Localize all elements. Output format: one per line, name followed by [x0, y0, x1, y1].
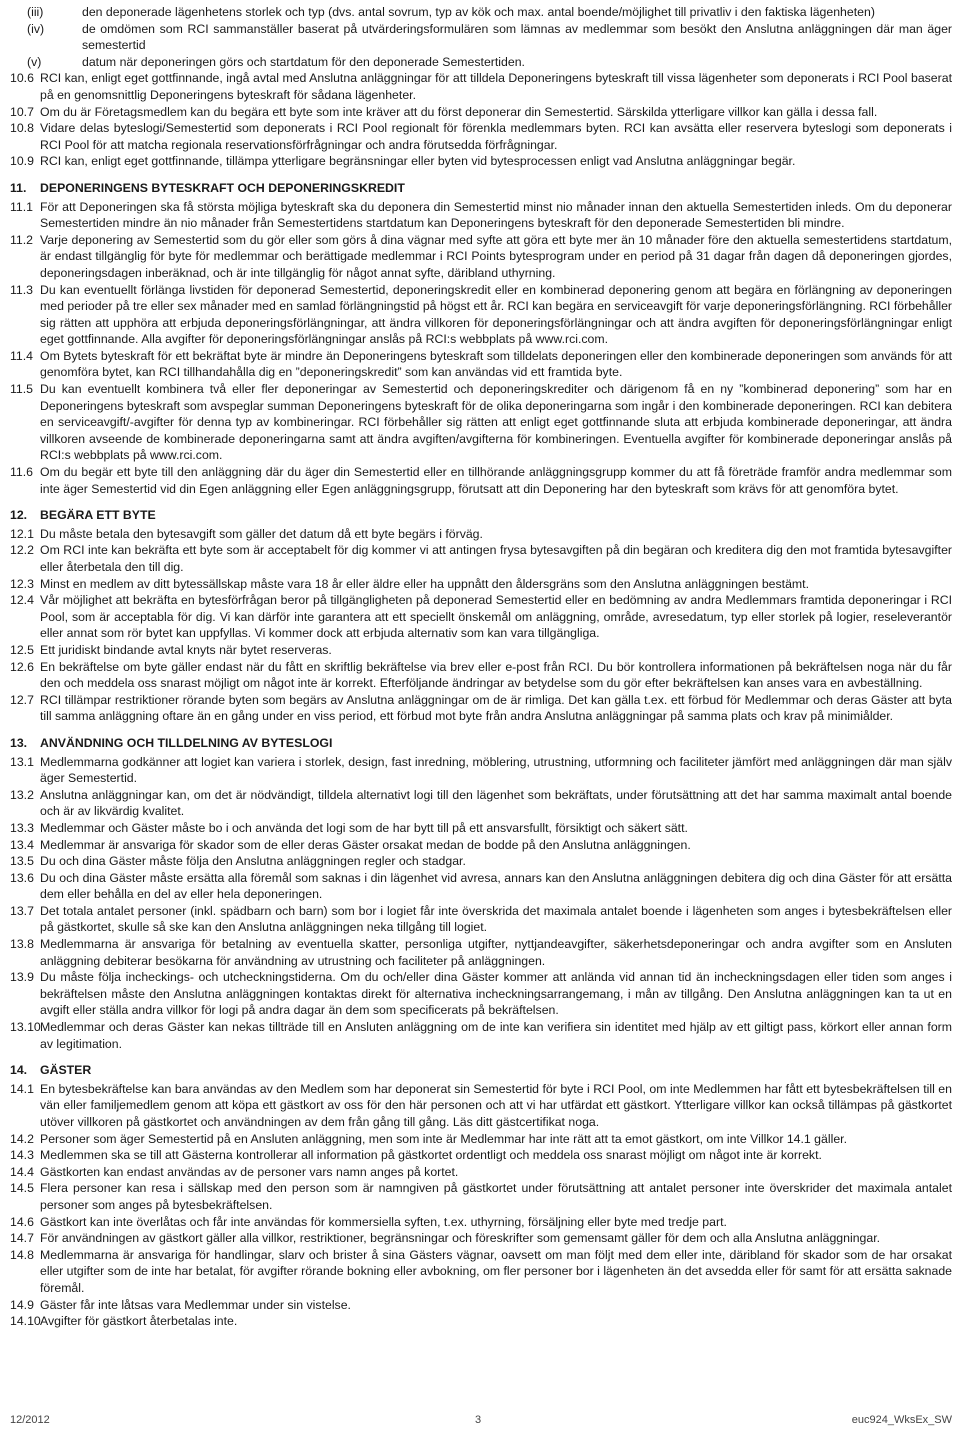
- clause-text: Du måste följa incheckings- och utcheckningstiderna. Om du och/eller dina Gäster kommer att anlända vid annan tid än incheckningsdagen eller tiden som anges i bekräftelsen måste den Anslutna anläggningen kontaktas direkt för alternativa incheckningsarrangemang, i mån av tillgång. Den Anslutna anläggningen kan ta ut en avgift eller ställa andra villkor för logi på andra dagar än dem som specificerats på bekräftelsen.: [40, 970, 952, 1018]
- section-title: ANVÄNDNING OCH TILLDELNING AV BYTESLOGI: [40, 735, 333, 750]
- clause: [10, 464, 952, 497]
- footer-doc-code: euc924_WksEx_SW: [851, 1414, 952, 1426]
- clause-number: 13.3: [10, 820, 34, 835]
- clause-text: Medlemmarna är ansvariga för betalning av eventuella skatter, personliga utgifter, nyttjandeavgifter, säkerhetsdeponeringar och andra avgifter som en Ansluten anläggning debiterar besökarna för användning av utrustning och faciliteter på anläggningen.: [40, 937, 952, 968]
- clause-text: Medlemmar är ansvariga för skador som de eller deras Gäster orsakat medan de bodde på den Anslutna anläggningen.: [40, 837, 691, 852]
- clause-number: 14.2: [10, 1131, 34, 1146]
- clause-text: Vidare delas byteslogi/Semestertid som deponerats i RCI Pool regionalt för förenkla medlemmars byten. RCI kan avsätta eller reservera byteslogi som deponerats i RCI Pool för att matcha regionala reservationsförfrågningar och andra förutsedda förfrågningar.: [40, 121, 952, 152]
- clause: [10, 642, 952, 659]
- clause-number: 11.1: [10, 199, 34, 214]
- clause-number: 14.1: [10, 1081, 34, 1096]
- section-number: 11.: [10, 180, 27, 195]
- clause: [10, 381, 952, 464]
- clause-number: 14.9: [10, 1297, 34, 1312]
- clause: [10, 1180, 952, 1213]
- sections: [10, 180, 952, 1330]
- clause-number: 12.7: [10, 692, 34, 707]
- clause-number: 10.9: [10, 154, 34, 169]
- clause-number: 14.3: [10, 1148, 34, 1163]
- clause-number: 12.4: [10, 593, 34, 608]
- clause-text: Om du begär ett byte till den anläggning där du äger din Semestertid eller en tillhörande anläggningsgrupp kommer du att få företräde framför andra medlemmar som inte äger Semestertid vid din Egen anläggning eller Egen anläggningsgrupp, förutsatt att din Deponering har den byteskraft som krävs för att genomföra bytet.: [40, 465, 952, 496]
- section-title: DEPONERINGENS BYTESKRAFT OCH DEPONERINGSKREDIT: [40, 180, 405, 195]
- clause-number: 11.5: [10, 382, 34, 397]
- clause-number: (v): [27, 54, 42, 69]
- clause-text: Du måste betala den bytesavgift som gäller det datum då ett byte begärs i förväg.: [40, 526, 483, 541]
- clause-text: datum när deponeringen görs och startdatum för den deponerade Semestertiden.: [82, 54, 525, 69]
- clause-text: Gästkorten kan endast användas av de personer vars namn anges på kortet.: [40, 1164, 459, 1179]
- clause-text: Minst en medlem av ditt bytessällskap måste vara 18 år eller äldre eller ha uppnått den åldersgräns som den Anslutna anläggningen bestämt.: [40, 576, 809, 591]
- clause-number: 13.5: [10, 854, 34, 869]
- clause-text: Du kan eventuellt kombinera två eller fler deponeringar av Semestertid och deponeringskrediter och därigenom få en ny ”kombinerad deponering” som har en Deponeringens byteskraft som avspeglar summan Deponeringens byteskraft för de olika deponeringarna som ingår i den kombinerade deponeringen. RCI kan debitera en serviceavgift/-avgifter för denna typ av kombineringar. RCI förbehåller sig rätten att enligt eget gottfinnande sluta att erbjuda kombinerade deponeringar, att ändra villkoren avseende de kombinerade deponeringarna samt att ändra avgiften/avgifterna för kombineringen. Eventuella avgifter för kombinerade deponeringar anslås på RCI:s webbplats på www.rci.com.: [40, 382, 952, 463]
- clause-text: RCI kan, enligt eget gottfinnande, tillämpa ytterligare begränsningar eller byten vid bytesprocessen enligt vad Anslutna anläggningar begär.: [40, 154, 796, 169]
- clause: [10, 787, 952, 820]
- clause: [10, 1164, 952, 1181]
- clause: [10, 1214, 952, 1231]
- clause-text: den deponerade lägenhetens storlek och typ (dvs. antal sovrum, typ av kök och max. antal boende/möjlighet till privatliv i den faktiska lägenheten): [82, 5, 875, 19]
- clause: [10, 576, 952, 593]
- clause-number: 13.2: [10, 787, 34, 802]
- clause-text: Varje deponering av Semestertid som du gör eller som görs å dina vägnar med syfte att göra ett byte mer än 10 månader före den aktuella semestertidens startdatum, är endast tillgänglig för byte för medlemmar och berättigade medlemmar i RCI Points bytesprogram under en period på 31 dagar från dagen då deponeringen gjordes, deponeringsdagen inberäknad, och är inte tillgänglig för något annat syfte, däribland uthyrning.: [40, 232, 952, 280]
- clause: [10, 1019, 952, 1052]
- clause: [10, 1081, 952, 1131]
- footer-date: 12/2012: [10, 1414, 50, 1426]
- clause-number: 13.7: [10, 903, 34, 918]
- section-number: 14.: [10, 1063, 28, 1078]
- clause-number: 11.3: [10, 282, 34, 297]
- clause: [10, 153, 952, 170]
- clause-text: För att Deponeringen ska få största möjliga byteskraft ska du deponera din Semestertid minst nio månader innan den aktuella Semestertiden inleds. Om du deponerar Semestertiden mindre än nio månader från Semestertidens startdatum kan Deponeringens byteskraft för den deponerade Semestertiden bli mindre.: [40, 199, 952, 231]
- clause-number: 14.5: [10, 1181, 34, 1196]
- clause: [10, 837, 952, 854]
- clause-number: 10.8: [10, 121, 34, 136]
- section-number: 13.: [10, 735, 28, 750]
- list-item: [10, 54, 952, 71]
- clause-number: 10.6: [10, 71, 34, 86]
- clause: [10, 120, 952, 153]
- clause-text: Gästkort kan inte överlåtas och får inte användas för kommersiella syften, t.ex. uthyrning, försäljning eller byte med tredje part.: [40, 1214, 727, 1229]
- clause-number: 13.4: [10, 837, 34, 852]
- clause-number: 14.8: [10, 1247, 34, 1262]
- clause: [10, 936, 952, 969]
- clause-number: 13.9: [10, 970, 34, 985]
- clause: [10, 1230, 952, 1247]
- section-heading: [10, 735, 952, 752]
- clause: [10, 969, 952, 1019]
- list-item: [10, 4, 952, 21]
- clause-text: Du och dina Gäster måste följa den Anslutna anläggningen regler och stadgar.: [40, 854, 466, 869]
- clause-text: RCI kan, enligt eget gottfinnande, ingå avtal med Anslutna anläggningar för att tilldela Deponeringens byteskraft till vissa lägenheter som deponerats i RCI Pool baserat på en genomsnittlig Deponeringens byteskraft för sådana lägenheter.: [40, 71, 952, 102]
- clause: [10, 592, 952, 642]
- clause-number: 11.2: [10, 232, 34, 247]
- clause: [10, 1131, 952, 1148]
- clause: [10, 1247, 952, 1297]
- section-10-continued: [10, 70, 952, 170]
- section-heading: [10, 507, 952, 524]
- clause: [10, 232, 952, 282]
- clause: [10, 1147, 952, 1164]
- clause: [10, 282, 952, 348]
- footer-page-number: 3: [475, 1414, 482, 1426]
- roman-list: [10, 4, 952, 70]
- clause-number: 12.6: [10, 659, 34, 674]
- clause: [10, 659, 952, 692]
- clause-number: 14.4: [10, 1164, 34, 1179]
- clause-text: Medlemmarna är ansvariga för handlingar, slarv och brister å sina Gästers vägnar, oavsett om man följt med dem eller inte, däribland för skador som de har orsakat eller utgifter som de inte har betalat, för avgifter rörande bokning eller avbokning, om fler personer bor i lägenheten än det avsedda eller för samt för att ersätta saknade föremål.: [40, 1247, 952, 1295]
- clause: [10, 348, 952, 381]
- list-item: [10, 21, 952, 54]
- clause-text: Ett juridiskt bindande avtal knyts när bytet reserveras.: [40, 642, 332, 657]
- clause: [10, 1297, 952, 1314]
- clause-text: Du och dina Gäster måste ersätta alla föremål som saknas i din lägenhet vid avresa, annars kan den Anslutna anläggningen debitera dig och dina Gäster för att ersätta dem eller behålla en del av eller hela deponeringen.: [40, 870, 952, 902]
- clause-text: RCI tillämpar restriktioner rörande byten som begärs av Anslutna anläggningar om de är rimliga. Det kan gälla t.ex. ett förbud för Medlemmar och deras Gäster att byta till samma anläggning oftare än en gång under en viss period, ett förbud mot byte från andra Anslutna anläggningar på samma plats och krav på minimiålder.: [40, 692, 952, 724]
- clause-text: Personer som äger Semestertid på en Ansluten anläggning, men som inte är Medlemmar har inte rätt att ta emot gästkort, om inte Villkor 14.1 gäller.: [40, 1131, 847, 1146]
- clause: [10, 870, 952, 903]
- clause-text: Vår möjlighet att bekräfta en bytesförfrågan beror på tillgängligheten på deponerad Semestertid eller en bedömning av andra Medlemmars framtida deponeringar i RCI Pool, som är acceptabla för dig. Vi kan därför inte garantera att ett speciellt önskemål om anläggning, område, avresedatum, typ eller storlek på logier, reseleverantör eller annat som rör bytet kan uppfyllas. Vi kommer dock att erbjuda alternativ som kan vara tillgängliga.: [40, 593, 952, 641]
- clause-number: 11.6: [10, 465, 34, 480]
- clause: [10, 903, 952, 936]
- clause-number: 12.3: [10, 576, 34, 591]
- clause-text: Om Bytets byteskraft för ett bekräftat byte är mindre än Deponeringens byteskraft som tilldelats deponeringen eller den kombinerade deponeringen som används för att genomföra bytet, kan RCI tillhandahålla dig en ”deponeringskredit” som kan användas vid ett framtida byte.: [40, 348, 952, 380]
- clause-text: Medlemmar och Gäster måste bo i och använda det logi som de har bytt till på ett ansvarsfullt, försiktigt och säkert sätt.: [40, 820, 688, 835]
- clause: [10, 754, 952, 787]
- clause-text: En bekräftelse om byte gäller endast när du fått en skriftlig bekräftelse via brev eller e-post från RCI. Du bör kontrollera informationen på bekräftelsen noga när du får den och meddela oss snarast möjligt om något inte är korrekt. Efterföljande ändringar av betydelse som du gör efter bekräftelsen kan anses vara en avbeställning.: [40, 659, 952, 691]
- clause-text: Om du är Företagsmedlem kan du begära ett byte som inte kräver att du först deponerar din Semestertid. Särskilda ytterligare villkor kan gälla i dessa fall.: [40, 104, 878, 119]
- clause-text: En bytesbekräftelse kan bara användas av den Medlem som har deponerat sin Semestertid för byte i RCI Pool, om inte Medlemmen har fått ett bytesbekräftelsen till en vän eller familjemedlem genom att köpa ett gästkort av oss för den här personen och att vi har utfärdat ett gästkort. Ytterligare villkor kan också tillämpas på gästkortet utöver villkoren på gästkortet och användningen av dem från gång till gång. Läs ditt gästcertifikat noga.: [40, 1081, 952, 1129]
- clause-text: Gäster får inte låtsas vara Medlemmar under sin vistelse.: [40, 1297, 351, 1312]
- document-page: [10, 4, 952, 1330]
- clause: [10, 542, 952, 575]
- clause-number: 13.10: [10, 1020, 41, 1035]
- clause-number: 12.5: [10, 642, 34, 657]
- clause-text: Anslutna anläggningar kan, om det är nödvändigt, tilldela alternativt logi till den lägenhet som bekräftats, under förutsättning att det har samma maximalt antal boende och är av likvärdig kvalitet.: [40, 787, 952, 819]
- clause-text: Om RCI inte kan bekräfta ett byte som är acceptabelt för dig kommer vi att antingen frysa bytesavgiften på din begäran och kreditera dig den mot framtida bytesavgifter eller återbetala den till dig.: [40, 543, 952, 574]
- clause-number: (iii): [27, 5, 44, 19]
- clause: [10, 526, 952, 543]
- clause: [10, 70, 952, 103]
- clause: [10, 820, 952, 837]
- clause: [10, 199, 952, 232]
- clause-text: Det totala antalet personer (inkl. spädbarn och barn) som bor i logiet får inte överskrida det maximala antalet boende i lägenheten som anges i bytesbekräftelsen eller på gästkortet, skulle så ske kan den Anslutna anläggningen neka tillgång till logiet.: [40, 903, 952, 935]
- clause: [10, 104, 952, 121]
- clause-number: 13.8: [10, 937, 34, 952]
- clause-text: För användningen av gästkort gäller alla villkor, restriktioner, begränsningar och föreskrifter som gemensamt gäller för dem och alla Anslutna anläggningar.: [40, 1231, 881, 1246]
- clause-number: 14.10: [10, 1314, 41, 1329]
- clause-number: 12.2: [10, 543, 34, 558]
- clause-number: 13.6: [10, 870, 34, 885]
- clause-number: 13.1: [10, 754, 34, 769]
- clause-text: Medlemmen ska se till att Gästerna kontrollerar all information på gästkortet ordentligt och meddela oss snarast möjligt om något inte är korrekt.: [40, 1148, 822, 1163]
- clause-text: de omdömen som RCI sammanställer baserat på utvärderingsformulären som lämnas av medlemmar som besökt den Anslutna anläggningen där man äger semestertid: [82, 21, 952, 53]
- section-number: 12.: [10, 508, 28, 523]
- clause-text: Flera personer kan resa i sällskap med den person som är namngiven på gästkortet under förutsättning att antalet personer inte överskrider det maximala antalet personer som anges på bytesbekräftelsen.: [40, 1181, 952, 1212]
- clause-number: 12.1: [10, 526, 34, 541]
- clause-number: 10.7: [10, 104, 34, 119]
- clause: [10, 1313, 952, 1330]
- clause: [10, 853, 952, 870]
- clause-text: Medlemmar och deras Gäster kan nekas tillträde till en Ansluten anläggning om de inte kan verifiera sin identitet med hjälp av ett giltigt pass, körkort eller annan form av legitimation.: [40, 1020, 952, 1051]
- clause-text: Avgifter för gästkort återbetalas inte.: [40, 1314, 238, 1329]
- clause-number: 14.6: [10, 1214, 34, 1229]
- section-heading: [10, 1062, 952, 1079]
- section-title: BEGÄRA ETT BYTE: [40, 508, 156, 523]
- clause-text: Medlemmarna godkänner att logiet kan variera i storlek, design, fast inredning, möblering, utrustning, utformning och faciliteter jämfört med anläggningen där man själv äger Semestertid.: [40, 754, 952, 786]
- section-title: GÄSTER: [40, 1063, 92, 1078]
- clause-number: 11.4: [10, 348, 34, 363]
- clause: [10, 692, 952, 725]
- clause-number: 14.7: [10, 1231, 34, 1246]
- clause-text: Du kan eventuellt förlänga livstiden för deponerad Semestertid, deponeringskredit eller en kombinerad deponering genom att begära en förlängning av deponeringen med perioder på tre eller sex månader med en samlad förlängningstid på högst ett år. RCI kan begära en serviceavgift för varje deponeringsförlängning. RCI förbehåller sig rätten att upphöra att erbjuda deponeringsförlängningar, att ändra villkoren för deponeringsförlängningar och att ändra avgiften för deponeringsförlängningar enligt eget gottfinnande. Alla avgifter för deponeringsförlängningar anslås på RCI:s webbplats på www.rci.com.: [40, 282, 952, 347]
- clause-number: (iv): [27, 21, 45, 36]
- section-heading: [10, 180, 952, 197]
